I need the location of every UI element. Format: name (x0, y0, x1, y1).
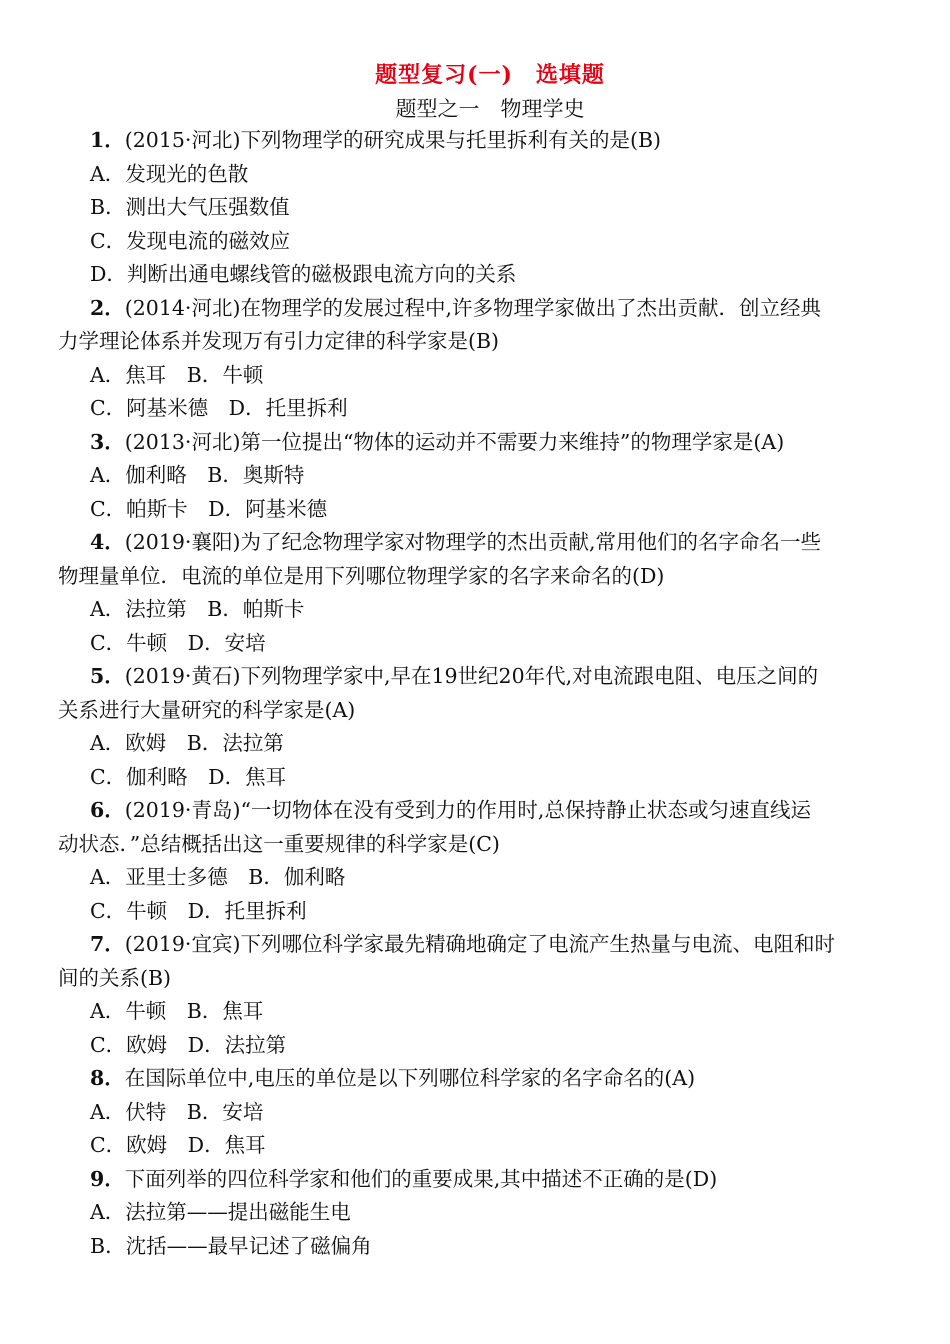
answer-option: A．焦耳 B．牛顿 (90, 362, 264, 387)
question-stem-line (58, 329, 499, 353)
question-stem-text: (2019·宜宾)下列哪位科学家最先精确地确定了电流产生热量与电流、电阻和时 (124, 932, 835, 956)
question-number: 4． (90, 530, 125, 554)
answer-option: C．发现电流的磁效应 (90, 228, 291, 253)
question-number: 7． (90, 932, 125, 956)
option-line (90, 363, 263, 387)
question-stem-text: 间的关系(B) (58, 965, 172, 990)
answer-option: B．沈括——最早记述了磁偏角 (90, 1233, 372, 1258)
answer-option: C．帕斯卡 D．阿基米德 (90, 496, 328, 521)
option-line (90, 731, 284, 755)
question-stem-line (90, 530, 821, 554)
question-stem-text: (2019·青岛)“一切物体在没有受到力的作用时,总保持静止状态或匀速直线运 (124, 798, 811, 822)
answer-option: A．发现光的色散 (90, 161, 249, 186)
question-number: 9． (90, 1166, 125, 1191)
option-line (90, 865, 345, 889)
option-line (90, 999, 263, 1023)
option-line (90, 262, 516, 286)
question-stem-text: 关系进行大量研究的科学家是(A) (58, 697, 356, 722)
answer-option: B．测出大气压强数值 (90, 195, 290, 219)
question-stem-line (58, 564, 664, 588)
question-stem-line (58, 966, 171, 990)
question-stem-line (90, 932, 835, 956)
answer-option: C．欧姆 D．法拉第 (90, 1032, 287, 1057)
question-stem-text: (2013·河北)第一位提出“物体的运动并不需要力来维持”的物理学家是(A) (124, 429, 785, 454)
question-stem-text: 下面列举的四位科学家和他们的重要成果,其中描述不正确的是(D) (124, 1166, 718, 1191)
question-stem-text: (2019·襄阳)为了纪念物理学家对物理学的杰出贡献,常用他们的名字命名一些 (124, 530, 821, 554)
answer-option: C．牛顿 D．托里拆利 (90, 898, 307, 923)
option-line (90, 396, 348, 420)
question-number: 6． (90, 798, 125, 822)
answer-option: A．法拉第——提出磁能生电 (90, 1200, 351, 1224)
answer-option: A．亚里士多德 B．伽利略 (90, 865, 346, 889)
answer-option: C．伽利略 D．焦耳 (90, 764, 287, 789)
option-line (90, 1133, 266, 1157)
page-title: 题型复习(一) 选填题 (375, 62, 605, 88)
answer-option: A．伽利略 B．奥斯特 (90, 463, 305, 487)
question-stem-line (90, 296, 821, 320)
answer-option: A．牛顿 B．焦耳 (90, 999, 264, 1023)
question-number: 3． (90, 429, 125, 454)
option-line (90, 631, 266, 655)
question-stem-text: (2015·河北)下列物理学的研究成果与托里拆利有关的是(B) (124, 128, 662, 152)
answer-option: C．阿基米德 D．托里拆利 (90, 396, 348, 420)
option-line (90, 229, 290, 253)
question-stem-line (58, 832, 500, 856)
option-line (90, 765, 286, 789)
answer-option: A．欧姆 B．法拉第 (90, 731, 284, 755)
question-stem-line (90, 664, 818, 688)
section-subtitle: 题型之一 物理学史 (395, 97, 585, 121)
question-stem-text: (2019·黄石)下列物理学家中,早在19世纪20年代,对电流跟电阻、电压之间的 (124, 664, 819, 688)
option-line (90, 1033, 286, 1057)
answer-option: C．欧姆 D．焦耳 (90, 1133, 266, 1157)
option-line (90, 1234, 372, 1258)
option-line (90, 162, 248, 186)
answer-option: A．法拉第 B．帕斯卡 (90, 597, 305, 621)
question-number: 2． (90, 295, 125, 320)
option-line (90, 1100, 263, 1124)
answer-option: A．伏特 B．安培 (90, 1099, 264, 1124)
question-number: 8． (90, 1066, 125, 1090)
question-number: 1． (90, 128, 125, 152)
question-stem-line (90, 1167, 717, 1191)
option-line (90, 463, 304, 487)
answer-option: D．判断出通电螺线管的磁极跟电流方向的关系 (90, 262, 517, 286)
question-stem-text: 物理量单位．电流的单位是用下列哪位物理学家的名字来命名的(D) (58, 563, 665, 588)
option-line (90, 497, 327, 521)
option-line (90, 195, 290, 219)
question-stem-line (90, 798, 811, 822)
question-stem-line (90, 128, 661, 152)
question-stem-line (90, 430, 784, 454)
question-stem-text: 动状态．”总结概括出这一重要规律的科学家是(C) (58, 831, 500, 856)
option-line (90, 597, 304, 621)
question-stem-line (58, 698, 355, 722)
question-stem-text: 力学理论体系并发现万有引力定律的科学家是(B) (58, 329, 500, 353)
option-line (90, 899, 307, 923)
question-number: 5． (90, 664, 125, 688)
option-line (90, 1200, 351, 1224)
question-stem-line (90, 1066, 695, 1090)
question-stem-text: 在国际单位中,电压的单位是以下列哪位科学家的名字命名的(A) (124, 1066, 696, 1090)
answer-option: C．牛顿 D．安培 (90, 630, 266, 655)
question-stem-text: (2014·河北)在物理学的发展过程中,许多物理学家做出了杰出贡献．创立经典 (124, 295, 821, 320)
